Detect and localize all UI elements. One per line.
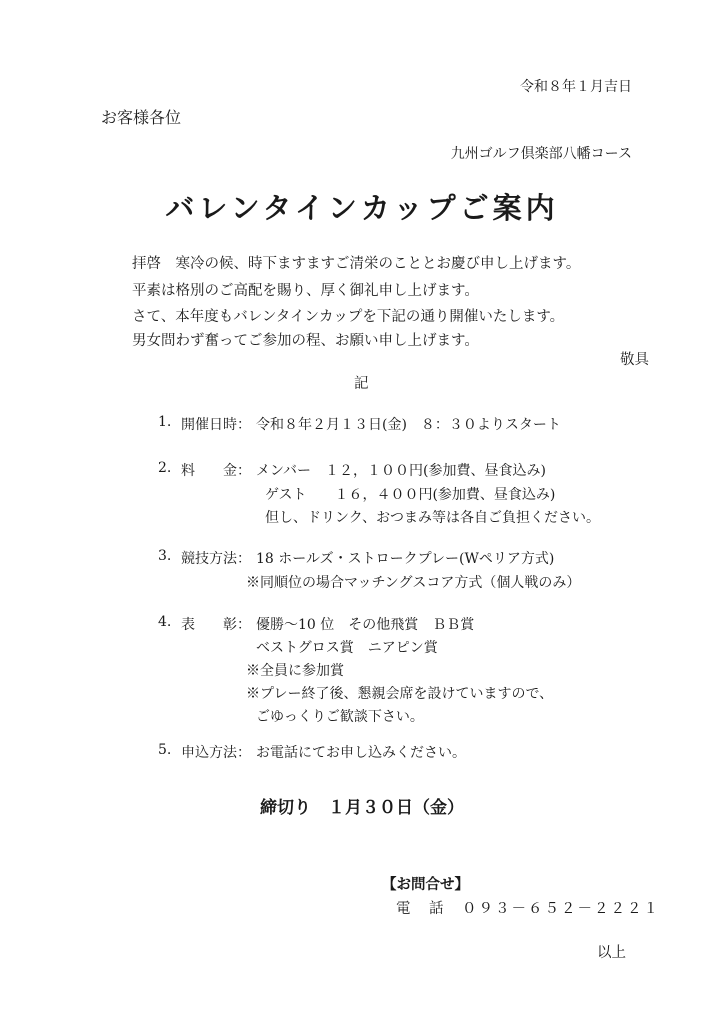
format-note: ※同順位の場合マッチングスコア方式（個人戦のみ）: [246, 575, 581, 591]
fee-guest: ゲスト １６，４００円(参加費、昼食込み): [265, 487, 556, 503]
format-value: 18 ホールズ・ストロークプレー(Wペリア方式): [256, 551, 555, 567]
apply-value: お電話にてお申し込みください。: [256, 745, 466, 761]
closing-ijo: 以上: [597, 945, 626, 961]
item-label-awards: 表 彰：: [181, 617, 251, 633]
item-value-date: 令和８年２月１３日(金) ８：３０よりスタート: [256, 417, 561, 433]
sender-name: 九州ゴルフ倶楽部八幡コース: [450, 146, 632, 162]
document-title: バレンタインカップご案内: [165, 191, 559, 225]
deadline: 締切り １月３０日（金）: [260, 798, 464, 818]
contact-phone: 電 話 ０９３－６５２－２２２１: [396, 901, 660, 917]
fee-note: 但し、ドリンク、おつまみ等は各自ご負担ください。: [265, 510, 601, 526]
body-line: 男女問わず奮ってご参加の程、お願い申し上げます。: [132, 333, 479, 349]
awards-note3: ごゆっくりご歓談下さい。: [256, 709, 424, 725]
addressee: お客様各位: [101, 108, 182, 127]
contact-heading: 【お問合せ】: [382, 876, 469, 893]
item-number: 3.: [158, 548, 172, 564]
ki-marker: 記: [354, 376, 369, 392]
body-line: 拝啓 寒冷の候、時下ますますご清栄のこととお慶び申し上げます。: [132, 256, 581, 272]
item-label-date: 開催日時：: [181, 417, 251, 433]
document-date: 令和８年１月吉日: [520, 79, 632, 95]
item-label-format: 競技方法：: [181, 551, 251, 567]
fee-member: メンバー １２，１００円(参加費、昼食込み): [256, 463, 546, 479]
body-line: 平素は格別のご高配を賜り、厚く御礼申し上げます。: [132, 283, 479, 299]
item-label-fee: 料 金：: [181, 463, 251, 479]
awards-line2: ベストグロス賞 ニアピン賞: [256, 640, 438, 656]
item-number: 2.: [158, 460, 172, 476]
awards-note2: ※プレー終了後、懇親会席を設けていますので、: [246, 686, 554, 702]
item-number: 1.: [158, 414, 172, 430]
awards-note1: ※全員に参加賞: [246, 663, 344, 679]
item-label-apply: 申込方法：: [181, 745, 251, 761]
closing-keigu: 敬具: [620, 352, 649, 368]
awards-line1: 優勝～10 位 その他飛賞 ＢＢ賞: [256, 617, 475, 633]
item-number: 5.: [158, 742, 172, 758]
item-number: 4.: [158, 614, 172, 630]
body-line: さて、本年度もバレンタインカップを下記の通り開催いたします。: [132, 309, 565, 325]
